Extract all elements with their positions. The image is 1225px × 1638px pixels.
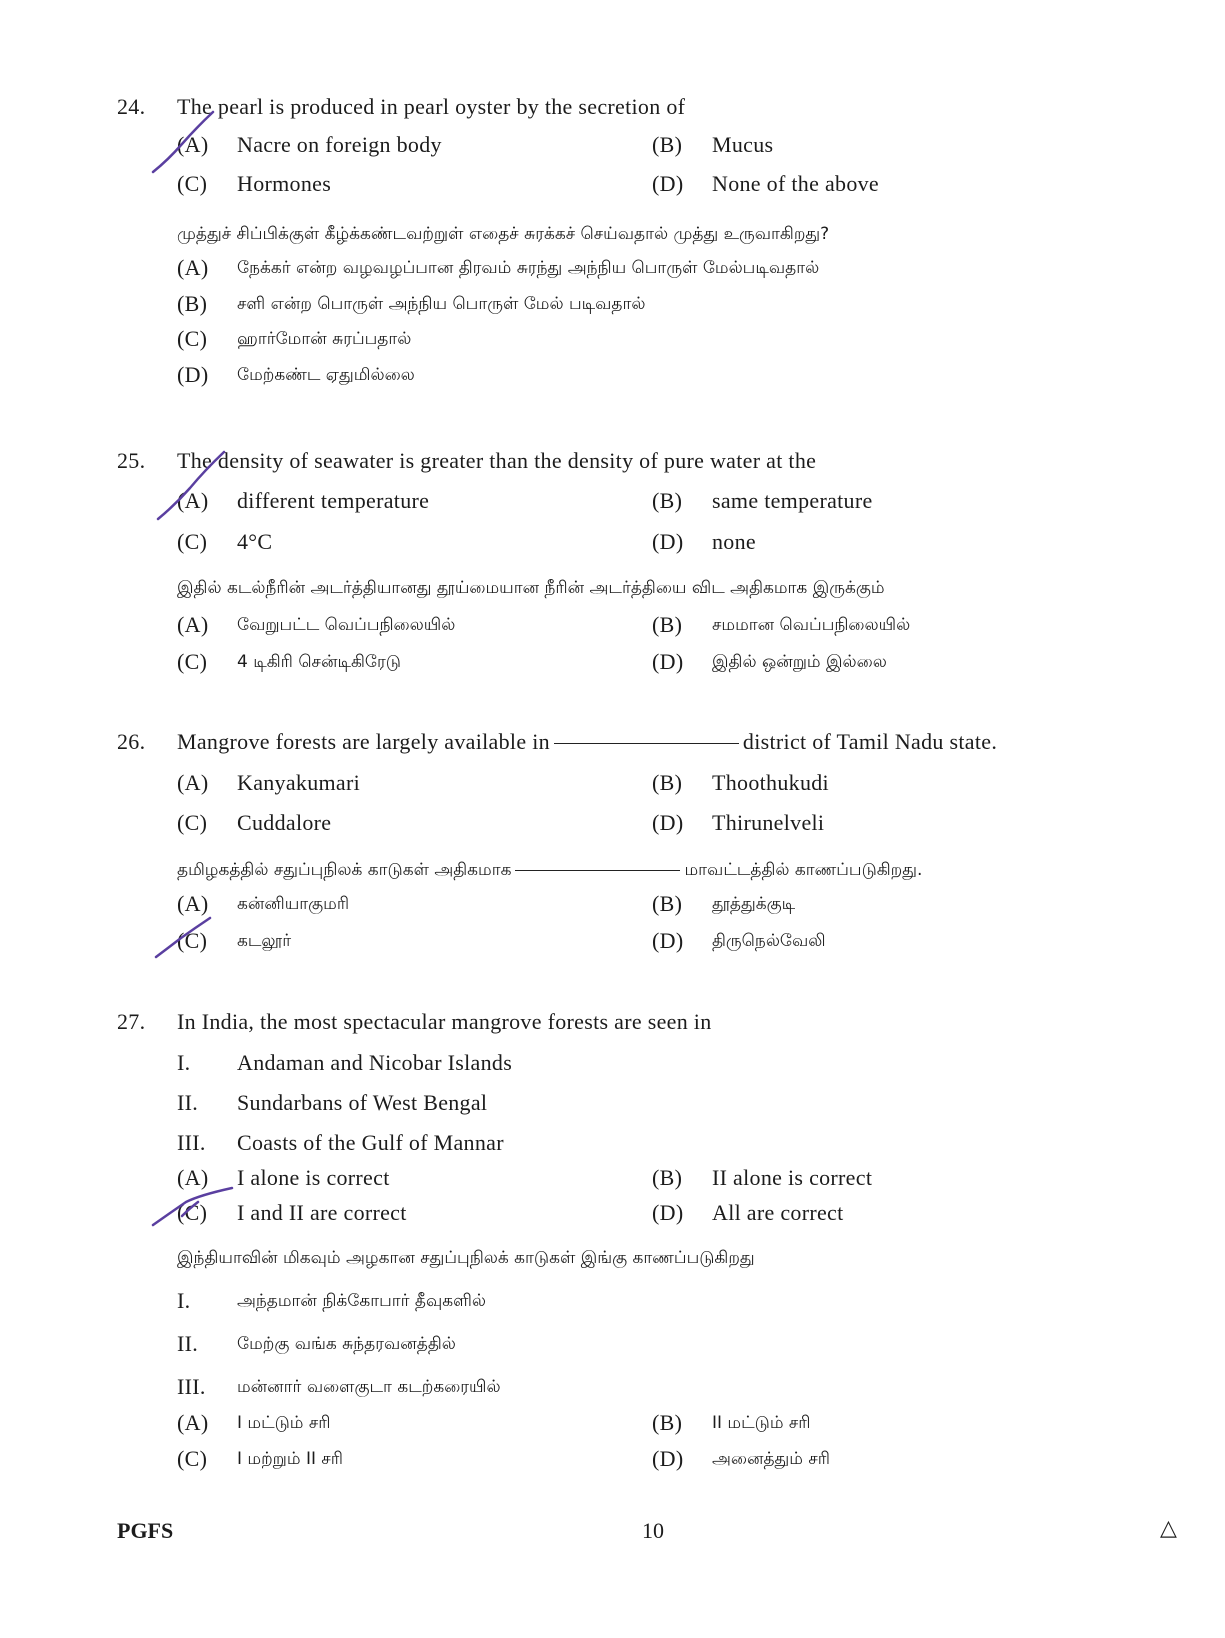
option-text: Thoothukudi bbox=[712, 770, 829, 795]
statement-text-tamil: மேற்கு வங்க சுந்தரவனத்தில் bbox=[237, 1334, 456, 1354]
option-text-tamil: மேற்கண்ட ஏதுமில்லை bbox=[237, 365, 415, 385]
option-label: (C) bbox=[177, 171, 208, 196]
option-label: (C) bbox=[177, 1200, 208, 1225]
question-text-tamil-after-blank: மாவட்டத்தில் காணப்படுகிறது. bbox=[684, 860, 923, 880]
statement-text-tamil: அந்தமான் நிக்கோபார் தீவுகளில் bbox=[237, 1291, 487, 1311]
question-text-tamil: இந்தியாவின் மிகவும் அழகான சதுப்புநிலக் காடுகள் இங்கு காணப்படுகிறது bbox=[177, 1248, 755, 1268]
question-text-tamil-before-blank: தமிழகத்தில் சதுப்புநிலக் காடுகள் அதிகமாக bbox=[177, 860, 512, 880]
option-text-tamil: நேக்கர் என்ற வழவழப்பான திரவம் சுரந்து அந்நிய பொருள் மேல்படிவதால் bbox=[237, 258, 820, 278]
question-text-tamil bbox=[177, 862, 922, 879]
statement-label: II. bbox=[177, 1331, 199, 1356]
option-text: Nacre on foreign body bbox=[237, 132, 442, 157]
question-number: 24. bbox=[117, 94, 146, 119]
option-text: Thirunelveli bbox=[712, 810, 825, 835]
statement-text: Coasts of the Gulf of Mannar bbox=[237, 1130, 504, 1155]
option-label: (D) bbox=[652, 171, 684, 196]
option-label: (C) bbox=[177, 649, 208, 674]
question-text-tamil: இதில் கடல்நீரின் அடர்த்தியானது தூய்மையான நீரின் அடர்த்தியை விட அதிகமாக இருக்கும் bbox=[177, 578, 885, 598]
option-text: All are correct bbox=[712, 1200, 844, 1225]
option-text: Cuddalore bbox=[237, 810, 332, 835]
option-text: none bbox=[712, 529, 756, 554]
option-text-tamil: தூத்துக்குடி bbox=[712, 894, 796, 914]
question-text: The pearl is produced in pearl oyster by the secretion of bbox=[177, 94, 686, 119]
option-text: 4°C bbox=[237, 529, 273, 554]
statement-text: Andaman and Nicobar Islands bbox=[237, 1050, 513, 1075]
question-number: 25. bbox=[117, 448, 146, 473]
option-text-tamil: இதில் ஒன்றும் இல்லை bbox=[712, 652, 887, 672]
option-label: (D) bbox=[177, 362, 209, 387]
option-text: same temperature bbox=[712, 488, 873, 513]
option-text-tamil: கன்னியாகுமரி bbox=[237, 894, 350, 914]
option-label: (A) bbox=[177, 132, 209, 157]
option-label: (A) bbox=[177, 255, 209, 280]
option-label: (B) bbox=[652, 612, 683, 637]
option-label: (D) bbox=[652, 810, 684, 835]
question-text bbox=[177, 731, 997, 753]
option-label: (A) bbox=[177, 612, 209, 637]
option-text: Mucus bbox=[712, 132, 774, 157]
option-label: (B) bbox=[652, 891, 683, 916]
option-label: (D) bbox=[652, 1200, 684, 1225]
option-label: (A) bbox=[177, 488, 209, 513]
option-text-tamil: அனைத்தும் சரி bbox=[712, 1449, 831, 1469]
option-label: (B) bbox=[652, 488, 683, 513]
option-label: (C) bbox=[177, 810, 208, 835]
option-label: (B) bbox=[652, 770, 683, 795]
option-label: (B) bbox=[652, 132, 683, 157]
option-text-tamil: திருநெல்வேலி bbox=[712, 931, 826, 951]
option-text-tamil: 4 டிகிரி சென்டிகிரேடு bbox=[237, 652, 401, 672]
statement-label: III. bbox=[177, 1130, 206, 1155]
triangle-icon: △ bbox=[1160, 1516, 1177, 1541]
option-text-tamil: II மட்டும் சரி bbox=[712, 1413, 811, 1433]
option-text: Hormones bbox=[237, 171, 332, 196]
option-text-tamil: ஹார்மோன் சுரப்பதால் bbox=[237, 329, 412, 349]
statement-label: III. bbox=[177, 1374, 206, 1399]
option-label: (D) bbox=[652, 928, 684, 953]
option-label: (B) bbox=[652, 1165, 683, 1190]
option-label: (D) bbox=[652, 529, 684, 554]
question-text: The density of seawater is greater than the density of pure water at the bbox=[177, 448, 817, 473]
option-text: I and II are correct bbox=[237, 1200, 407, 1225]
option-label: (D) bbox=[652, 1446, 684, 1471]
question-text-after-blank: district of Tamil Nadu state. bbox=[742, 729, 998, 754]
option-text-tamil: I மட்டும் சரி bbox=[237, 1413, 331, 1433]
option-text-tamil: I மற்றும் II சரி bbox=[237, 1449, 344, 1469]
option-text-tamil: வேறுபட்ட வெப்பநிலையில் bbox=[237, 615, 456, 635]
statement-text-tamil: மன்னார் வளைகுடா கடற்கரையில் bbox=[237, 1377, 501, 1397]
statement-label: I. bbox=[177, 1288, 191, 1313]
option-label: (C) bbox=[177, 529, 208, 554]
answer-blank bbox=[554, 743, 739, 744]
option-text: different temperature bbox=[237, 488, 430, 513]
statement-text: Sundarbans of West Bengal bbox=[237, 1090, 488, 1115]
question-number: 26. bbox=[117, 729, 146, 754]
option-label: (B) bbox=[177, 291, 208, 316]
question-text-tamil: முத்துச் சிப்பிக்குள் கீழ்க்கண்டவற்றுள் எதைச் சுரக்கச் செய்வதால் முத்து உருவாகிறது? bbox=[177, 224, 830, 244]
option-label: (C) bbox=[177, 928, 208, 953]
statement-label: II. bbox=[177, 1090, 199, 1115]
question-text-before-blank: Mangrove forests are largely available in bbox=[177, 729, 550, 754]
option-text: I alone is correct bbox=[237, 1165, 390, 1190]
answer-blank bbox=[515, 870, 680, 871]
question-number: 27. bbox=[117, 1009, 146, 1034]
paper-code: PGFS bbox=[117, 1518, 174, 1543]
option-text: None of the above bbox=[712, 171, 879, 196]
option-label: (A) bbox=[177, 891, 209, 916]
statement-label: I. bbox=[177, 1050, 191, 1075]
option-label: (A) bbox=[177, 1165, 209, 1190]
question-text: In India, the most spectacular mangrove forests are seen in bbox=[177, 1009, 712, 1034]
option-label: (A) bbox=[177, 1410, 209, 1435]
option-text-tamil: கடலூர் bbox=[237, 931, 292, 951]
option-label: (A) bbox=[177, 770, 209, 795]
option-label: (C) bbox=[177, 1446, 208, 1471]
option-label: (D) bbox=[652, 649, 684, 674]
option-text: Kanyakumari bbox=[237, 770, 361, 795]
option-label: (B) bbox=[652, 1410, 683, 1435]
option-text-tamil: சமமான வெப்பநிலையில் bbox=[712, 615, 911, 635]
option-text: II alone is correct bbox=[712, 1165, 873, 1190]
option-label: (C) bbox=[177, 326, 208, 351]
option-text-tamil: சளி என்ற பொருள் அந்நிய பொருள் மேல் படிவதால் bbox=[237, 294, 646, 314]
page-number: 10 bbox=[642, 1518, 664, 1543]
